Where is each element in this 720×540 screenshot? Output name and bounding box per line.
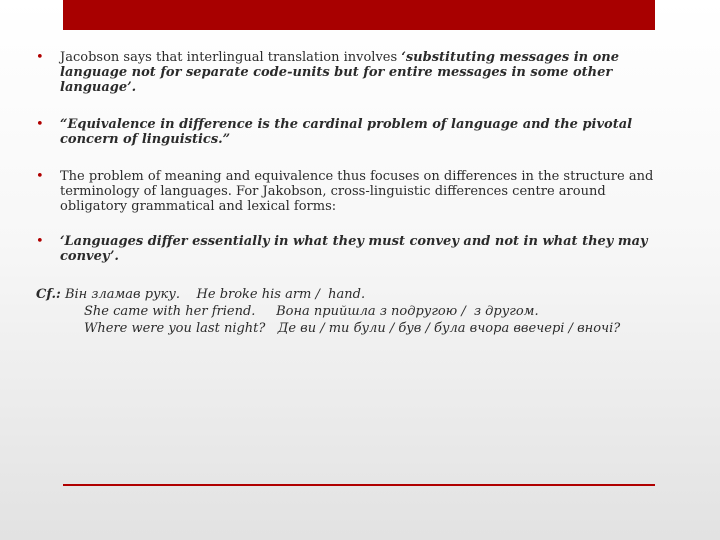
bullet-item-3 [36, 169, 676, 214]
bullet-item-4 [36, 234, 676, 264]
bullet-1-text: Jacobson says that interlingual translation involves [60, 50, 402, 65]
bullet-1-quote: ‘substituting messages in one language not for separate code-units but for entire messages in some other language’. [60, 50, 620, 95]
comparison-examples [36, 286, 676, 337]
bullet-dot: • [36, 117, 44, 132]
slide-content [36, 50, 676, 337]
bullet-2-quote: “Equivalence in difference is the cardinal problem of language and the pivotal concern of linguistics.” [60, 117, 633, 147]
example-1-text: Він зламав руку. He broke his arm / hand. [60, 287, 366, 302]
bullet-dot: • [36, 234, 44, 249]
bullet-3-text: The problem of meaning and equivalence thus focuses on differences in the structure and terminology of languages. For Jakobson, cross-linguistic differences centre around obligatory grammatical and lexical forms: [60, 169, 654, 214]
bullet-4-quote: ‘Languages differ essentially in what they must convey and not in what they may convey’. [60, 234, 648, 264]
example-line-1 [36, 286, 676, 303]
header-accent-bar [63, 0, 655, 30]
cf-label: Cf.: [36, 287, 61, 302]
bullet-dot: • [36, 169, 44, 184]
example-line-2: She came with her friend. Вона прийшла з подругою / з другом. [84, 304, 539, 319]
bullet-dot: • [36, 50, 44, 65]
bullet-item-1 [36, 50, 676, 95]
bullet-item-2 [36, 117, 676, 147]
example-line-3: Where were you last night? Де ви / ти були / був / була вчора ввечері / вночі? [84, 321, 621, 336]
footer-divider-line [63, 484, 655, 486]
